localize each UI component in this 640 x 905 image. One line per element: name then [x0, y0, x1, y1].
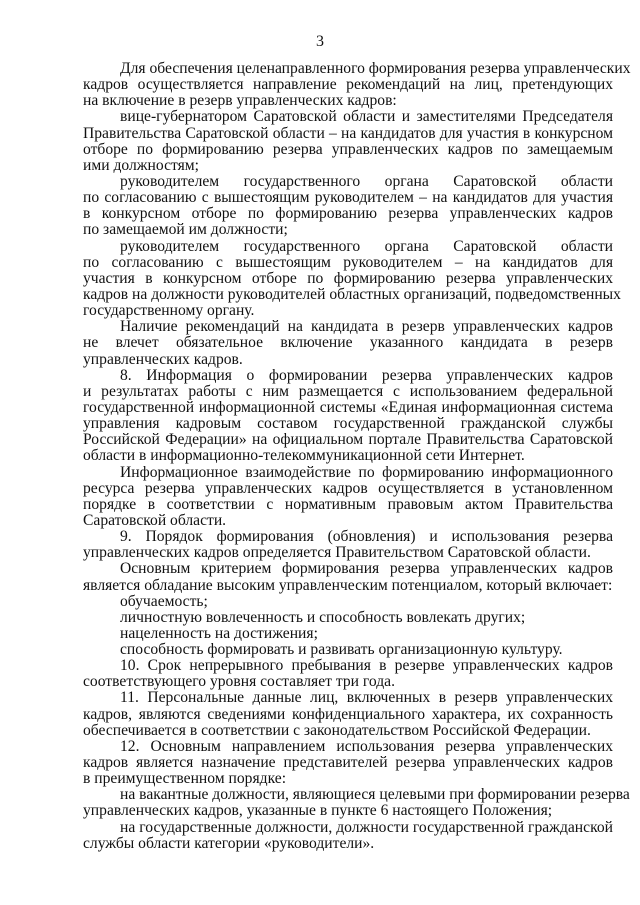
- text-line: является обладание высоким управленческим потенциалом, который включает:: [83, 576, 613, 594]
- text-line: управленческих кадров, указанные в пункте 6 настоящего Положения;: [83, 802, 553, 820]
- text-line: 10. Срок непрерывного пребывания в резерве управленческих кадров: [120, 657, 613, 675]
- text-line: кадров осуществляется направление рекомендаций на лиц, претендующих: [83, 76, 613, 94]
- text-line: Информационное взаимодействие по формированию информационного: [120, 463, 613, 481]
- text-line: на включение в резерв управленческих кадров:: [83, 92, 397, 110]
- paragraph: [83, 237, 621, 320]
- paragraph: [83, 529, 613, 561]
- text-line: на государственные должности, должности государственной гражданской: [120, 818, 613, 836]
- paragraph: [83, 109, 613, 174]
- text-line: 12. Основным направлением использования резерва управленческих: [120, 737, 613, 755]
- text-line: 11. Персональные данные лиц, включенных в резерв управленческих: [120, 689, 613, 707]
- text-line: Основным критерием формирования резерва управленческих кадров: [120, 560, 613, 578]
- paragraph: [83, 610, 613, 626]
- text-line: участия в конкурсном отборе по формированию резерва управленческих: [83, 269, 613, 287]
- text-line: руководителем государственного органа Саратовской области: [120, 172, 613, 190]
- text-line: обучаемость;: [120, 592, 208, 610]
- text-line: Правительства Саратовской области – на кандидатов для участия в конкурсном: [83, 124, 613, 142]
- text-line: Саратовской области.: [83, 511, 227, 529]
- text-line: 9. Порядок формирования (обновления) и использования резерва: [120, 528, 613, 546]
- text-line: управленческих кадров.: [83, 350, 243, 368]
- text-line: по согласованию с вышестоящим руководителем – на кандидатов для участия: [83, 189, 613, 207]
- text-line: службы области категории «руководители».: [83, 834, 375, 852]
- text-line: отборе по формированию резерва управленческих кадров по замещаемым: [83, 140, 613, 158]
- paragraph: [83, 174, 613, 239]
- text-line: в конкурсном отборе по формированию резерва управленческих кадров: [83, 205, 613, 223]
- paragraph: [83, 820, 613, 852]
- paragraph: [83, 60, 631, 110]
- paragraph: [83, 642, 613, 658]
- paragraph: [83, 626, 613, 642]
- text-line: нацеленность на достижения;: [120, 624, 318, 642]
- text-line: вице-губернатором Саратовской области и заместителями Председателя: [120, 108, 613, 126]
- text-line: личностную вовлеченность и способность вовлекать других;: [120, 608, 526, 626]
- text-line: ресурса резерва управленческих кадров осуществляется в установленном: [83, 479, 613, 497]
- text-line: по согласованию с вышестоящим руководителем – на кандидатов для: [83, 253, 613, 271]
- text-line: соответствующего уровня составляет три года.: [83, 673, 395, 691]
- paragraph: [83, 561, 613, 593]
- text-line: управления кадровым составом государственной гражданской службы: [83, 415, 613, 433]
- text-line: государственному органу.: [83, 302, 255, 320]
- paragraph: [83, 739, 613, 787]
- text-line: руководителем государственного органа Саратовской области: [120, 237, 613, 255]
- paragraph: [83, 368, 613, 465]
- text-line: государственной информационной системы «Единая информационная система: [83, 398, 613, 416]
- text-line: способность формировать и развивать организационную культуру.: [120, 641, 563, 659]
- paragraph: [83, 786, 630, 820]
- document-body: [83, 60, 631, 852]
- text-line: 8. Информация о формировании резерва управленческих кадров: [120, 366, 613, 384]
- paragraph: [83, 690, 613, 738]
- text-line: Для обеспечения целенаправленного формирования резерва управленческих: [120, 60, 631, 77]
- text-line: области в информационно-телекоммуникационной сети Интернет.: [83, 447, 525, 465]
- paragraph: [83, 319, 613, 367]
- text-line: обеспечивается в соответствии с законодательством Российской Федерации.: [83, 721, 591, 739]
- text-line: кадров является назначение представителей резерва управленческих кадров: [83, 754, 613, 772]
- text-line: не влечет обязательное включение указанного кандидата в резерв: [83, 334, 613, 352]
- text-line: кадров на должности руководителей областных организаций, подведомственных: [83, 285, 621, 303]
- text-line: кадров, являются сведениями конфиденциального характера, их сохранность: [83, 705, 613, 723]
- text-line: управленческих кадров определяется Правительством Саратовской области.: [83, 544, 591, 562]
- text-line: на вакантные должности, являющиеся целевыми при формировании резерва: [120, 786, 630, 804]
- paragraph: [83, 658, 613, 690]
- text-line: порядке в соответствии с нормативным правовым актом Правительства: [83, 495, 613, 513]
- text-line: Наличие рекомендаций на кандидата в резерв управленческих кадров: [120, 318, 613, 336]
- text-line: и результатах работы с ним размещается с использованием федеральной: [83, 382, 613, 400]
- text-line: в преимущественном порядке:: [83, 770, 287, 788]
- text-line: по замещаемой им должности;: [83, 221, 288, 239]
- text-line: ими должностям;: [83, 156, 199, 174]
- text-line: Российской Федерации» на официальном портале Правительства Саратовской: [83, 431, 613, 449]
- paragraph: [83, 594, 613, 610]
- paragraph: [83, 465, 613, 530]
- page-number: 3: [316, 33, 324, 50]
